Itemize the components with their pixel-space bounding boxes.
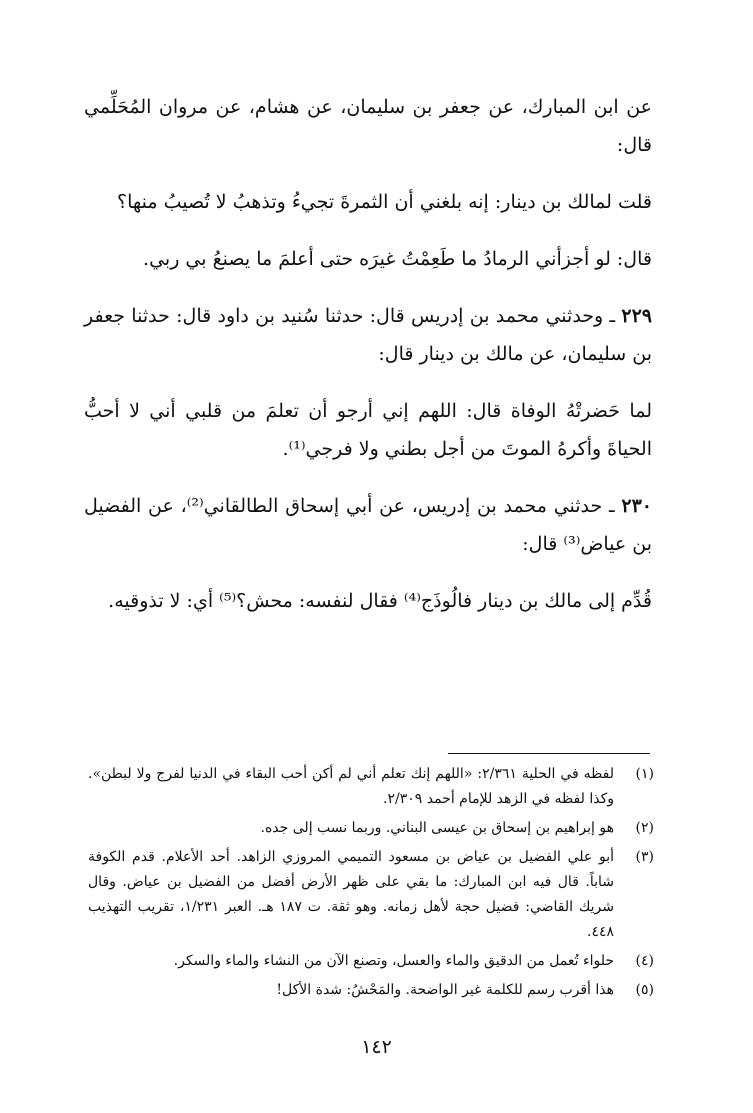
narration-number-229: ٢٢٩ bbox=[621, 305, 652, 327]
paragraph-2 bbox=[84, 183, 652, 221]
paragraph-5-text: لما حَضرتْهُ الوفاة قال: اللهم إني أرجو أن تعلمَ من قلبي أني لا أحبُّ الحياةَ وأكرهُ الموتَ من أجل بطني ولا فرجي⁽¹⁾. bbox=[84, 400, 652, 460]
footnote-5-text: هذا أقرب رسم للكلمة غير الواضحة. والمَحْشُ: شدة الأكل! bbox=[276, 982, 614, 998]
page-number: ١٤٢ bbox=[361, 1036, 392, 1058]
main-text bbox=[84, 88, 652, 639]
paragraph-7 bbox=[84, 582, 652, 620]
footnote-1 bbox=[88, 762, 654, 812]
footnote-3-text: أبو علي الفضيل بن عياض بن مسعود التميمي المروزي الزاهد. أحد الأعلام. قدم الكوفة شاباً. قال فيه ابن المبارك: ما بقي على ظهر الأرض أفضل من الفضيل بن عياض. وقال شريك القاضي: فضيل حجة لأهل زمانه. وهو ثقة. ت ١٨٧ هـ. العبر ١/٢٣١، تقريب التهذيب ٤٤٨. bbox=[88, 849, 614, 940]
footnote-2 bbox=[88, 816, 654, 841]
footnote-4-marker: (٤) bbox=[635, 953, 654, 969]
paragraph-6-text: ـ حدثني محمد بن إدريس، عن أبي إسحاق الطالقاني⁽²⁾، عن الفضيل بن عياض⁽³⁾ قال: bbox=[84, 495, 652, 555]
paragraph-6 bbox=[84, 487, 652, 563]
footnote-divider bbox=[448, 753, 650, 754]
footnotes bbox=[88, 762, 654, 1007]
footnote-4 bbox=[88, 949, 654, 974]
paragraph-4 bbox=[84, 297, 652, 373]
paragraph-1-text: عن ابن المبارك، عن جعفر بن سليمان، عن هشام، عن مروان المُحَلِّمي قال: bbox=[84, 96, 652, 156]
paragraph-5 bbox=[84, 392, 652, 468]
paragraph-7-text: قُدِّم إلى مالك بن دينار فالُوذَج⁽⁴⁾ فقال لنفسه: محش؟⁽⁵⁾ أي: لا تذوقيه. bbox=[108, 590, 652, 612]
footnote-2-marker: (٢) bbox=[635, 820, 654, 836]
paragraph-1 bbox=[84, 88, 652, 164]
narration-number-230: ٢٣٠ bbox=[621, 495, 652, 517]
footnote-1-marker: (١) bbox=[635, 766, 654, 782]
footnote-5-marker: (٥) bbox=[635, 982, 654, 998]
footnote-3 bbox=[88, 845, 654, 945]
paragraph-2-text: قلت لمالك بن دينار: إنه بلغني أن الثمرةَ تجيءُ وتذهبُ لا تُصيبُ منها؟ bbox=[117, 191, 652, 213]
footnote-3-marker: (٣) bbox=[635, 849, 654, 865]
footnote-1-text: لفظه في الحلية ٢/٣٦١: «اللهم إنك تعلم أني لم أكن أحب البقاء في الدنيا لفرج ولا لبطن». وكذا لفظه في الزهد للإمام أحمد ٢/٣٠٩. bbox=[88, 766, 614, 807]
footnote-4-text: حلواء تُعمل من الدقيق والماء والعسل، وتصنع الآن من النشاء والماء والسكر. bbox=[173, 953, 614, 969]
footnote-2-text: هو إبراهيم بن إسحاق بن عيسى البناني. وربما نسب إلى جده. bbox=[260, 820, 614, 836]
paragraph-4-text: ـ وحدثني محمد بن إدريس قال: حدثنا سُنيد بن داود قال: حدثنا جعفر بن سليمان، عن مالك بن دينار قال: bbox=[84, 305, 652, 365]
footnote-5 bbox=[88, 978, 654, 1003]
paragraph-3-text: قال: لو أجزأني الرمادُ ما طَعِمْتُ غيرَه حتى أعلمَ ما يصنعُ بي ربي. bbox=[143, 248, 652, 270]
paragraph-3 bbox=[84, 240, 652, 278]
